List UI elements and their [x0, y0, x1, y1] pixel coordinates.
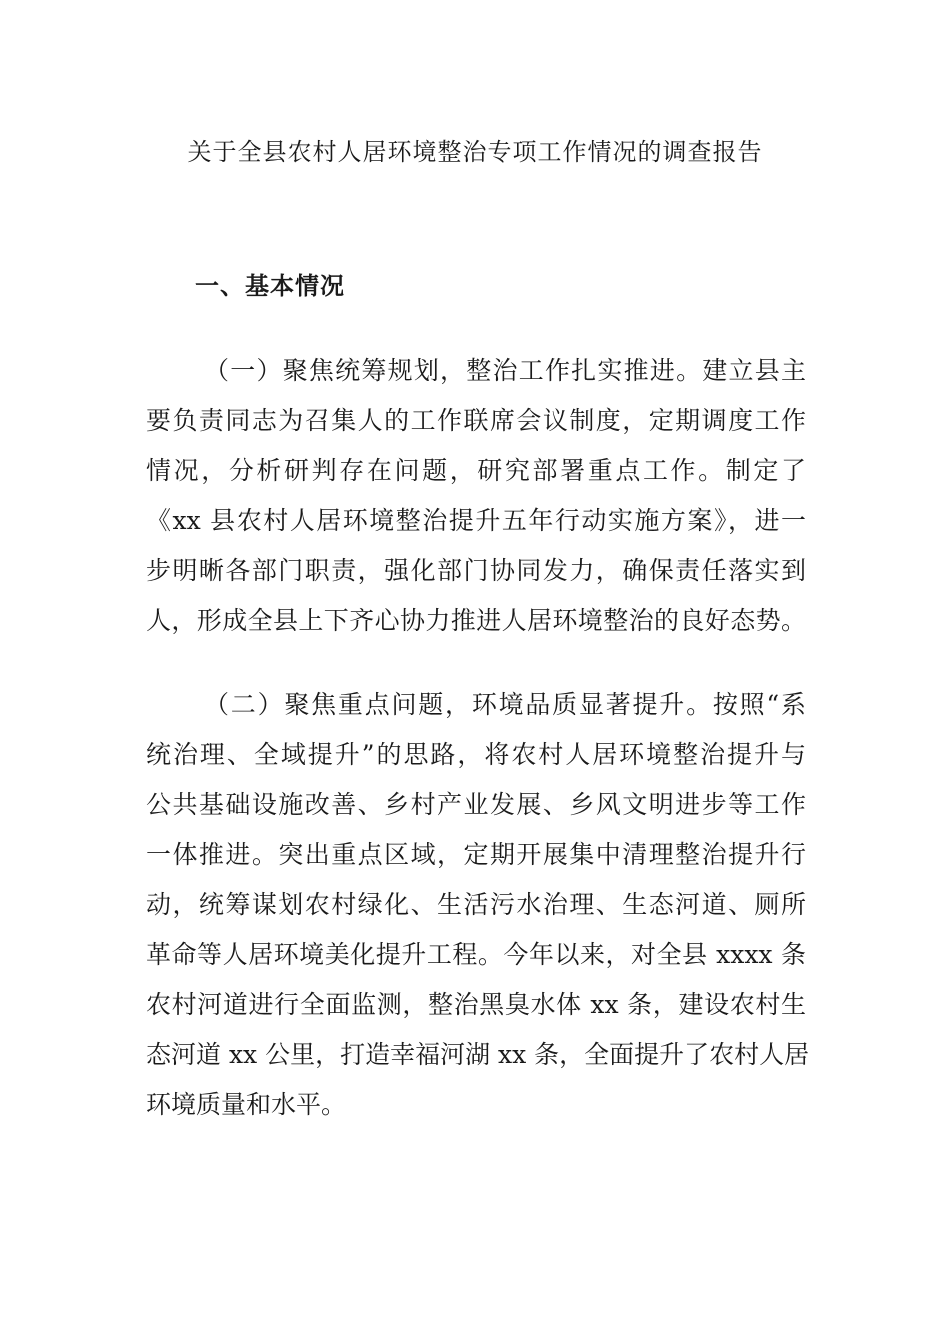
paragraph-line: 一体推进。突出重点区域，定期开展集中清理整治提升行	[146, 840, 806, 869]
paragraph-line: 公共基础设施改善、乡村产业发展、乡风文明进步等工作	[146, 790, 806, 819]
paragraph-line: 农村河道进行全面监测，整治黑臭水体 xx 条，建设农村生	[146, 990, 806, 1019]
paragraph-line: （二）聚焦重点问题，环境品质显著提升。按照“系	[204, 690, 806, 719]
paragraph-line: 情况，分析研判存在问题，研究部署重点工作。制定了	[146, 456, 806, 485]
paragraph-line: 人，形成全县上下齐心协力推进人居环境整治的良好态势。	[146, 606, 806, 635]
paragraph-2	[146, 680, 810, 1130]
paragraph-line: 《xx 县农村人居环境整治提升五年行动实施方案》，进一	[146, 506, 806, 535]
paragraph-1	[146, 346, 806, 646]
paragraph-line: 要负责同志为召集人的工作联席会议制度，定期调度工作	[146, 406, 806, 435]
paragraph-line: 态河道 xx 公里，打造幸福河湖 xx 条，全面提升了农村人居	[146, 1040, 810, 1069]
document-title: 关于全县农村人居环境整治专项工作情况的调查报告	[187, 138, 763, 166]
paragraph-line: （一）聚焦统筹规划，整治工作扎实推进。建立县主	[204, 356, 806, 385]
paragraph-line: 动，统筹谋划农村绿化、生活污水治理、生态河道、厕所	[146, 890, 806, 919]
paragraph-line: 步明晰各部门职责，强化部门协同发力，确保责任落实到	[146, 556, 806, 585]
paragraph-line: 环境质量和水平。	[146, 1090, 347, 1119]
section-heading-basic-situation: 一、基本情况	[195, 271, 345, 300]
paragraph-line: 统治理、全域提升”的思路，将农村人居环境整治提升与	[146, 740, 806, 769]
paragraph-line: 革命等人居环境美化提升工程。今年以来，对全县 xxxx 条	[146, 940, 806, 969]
